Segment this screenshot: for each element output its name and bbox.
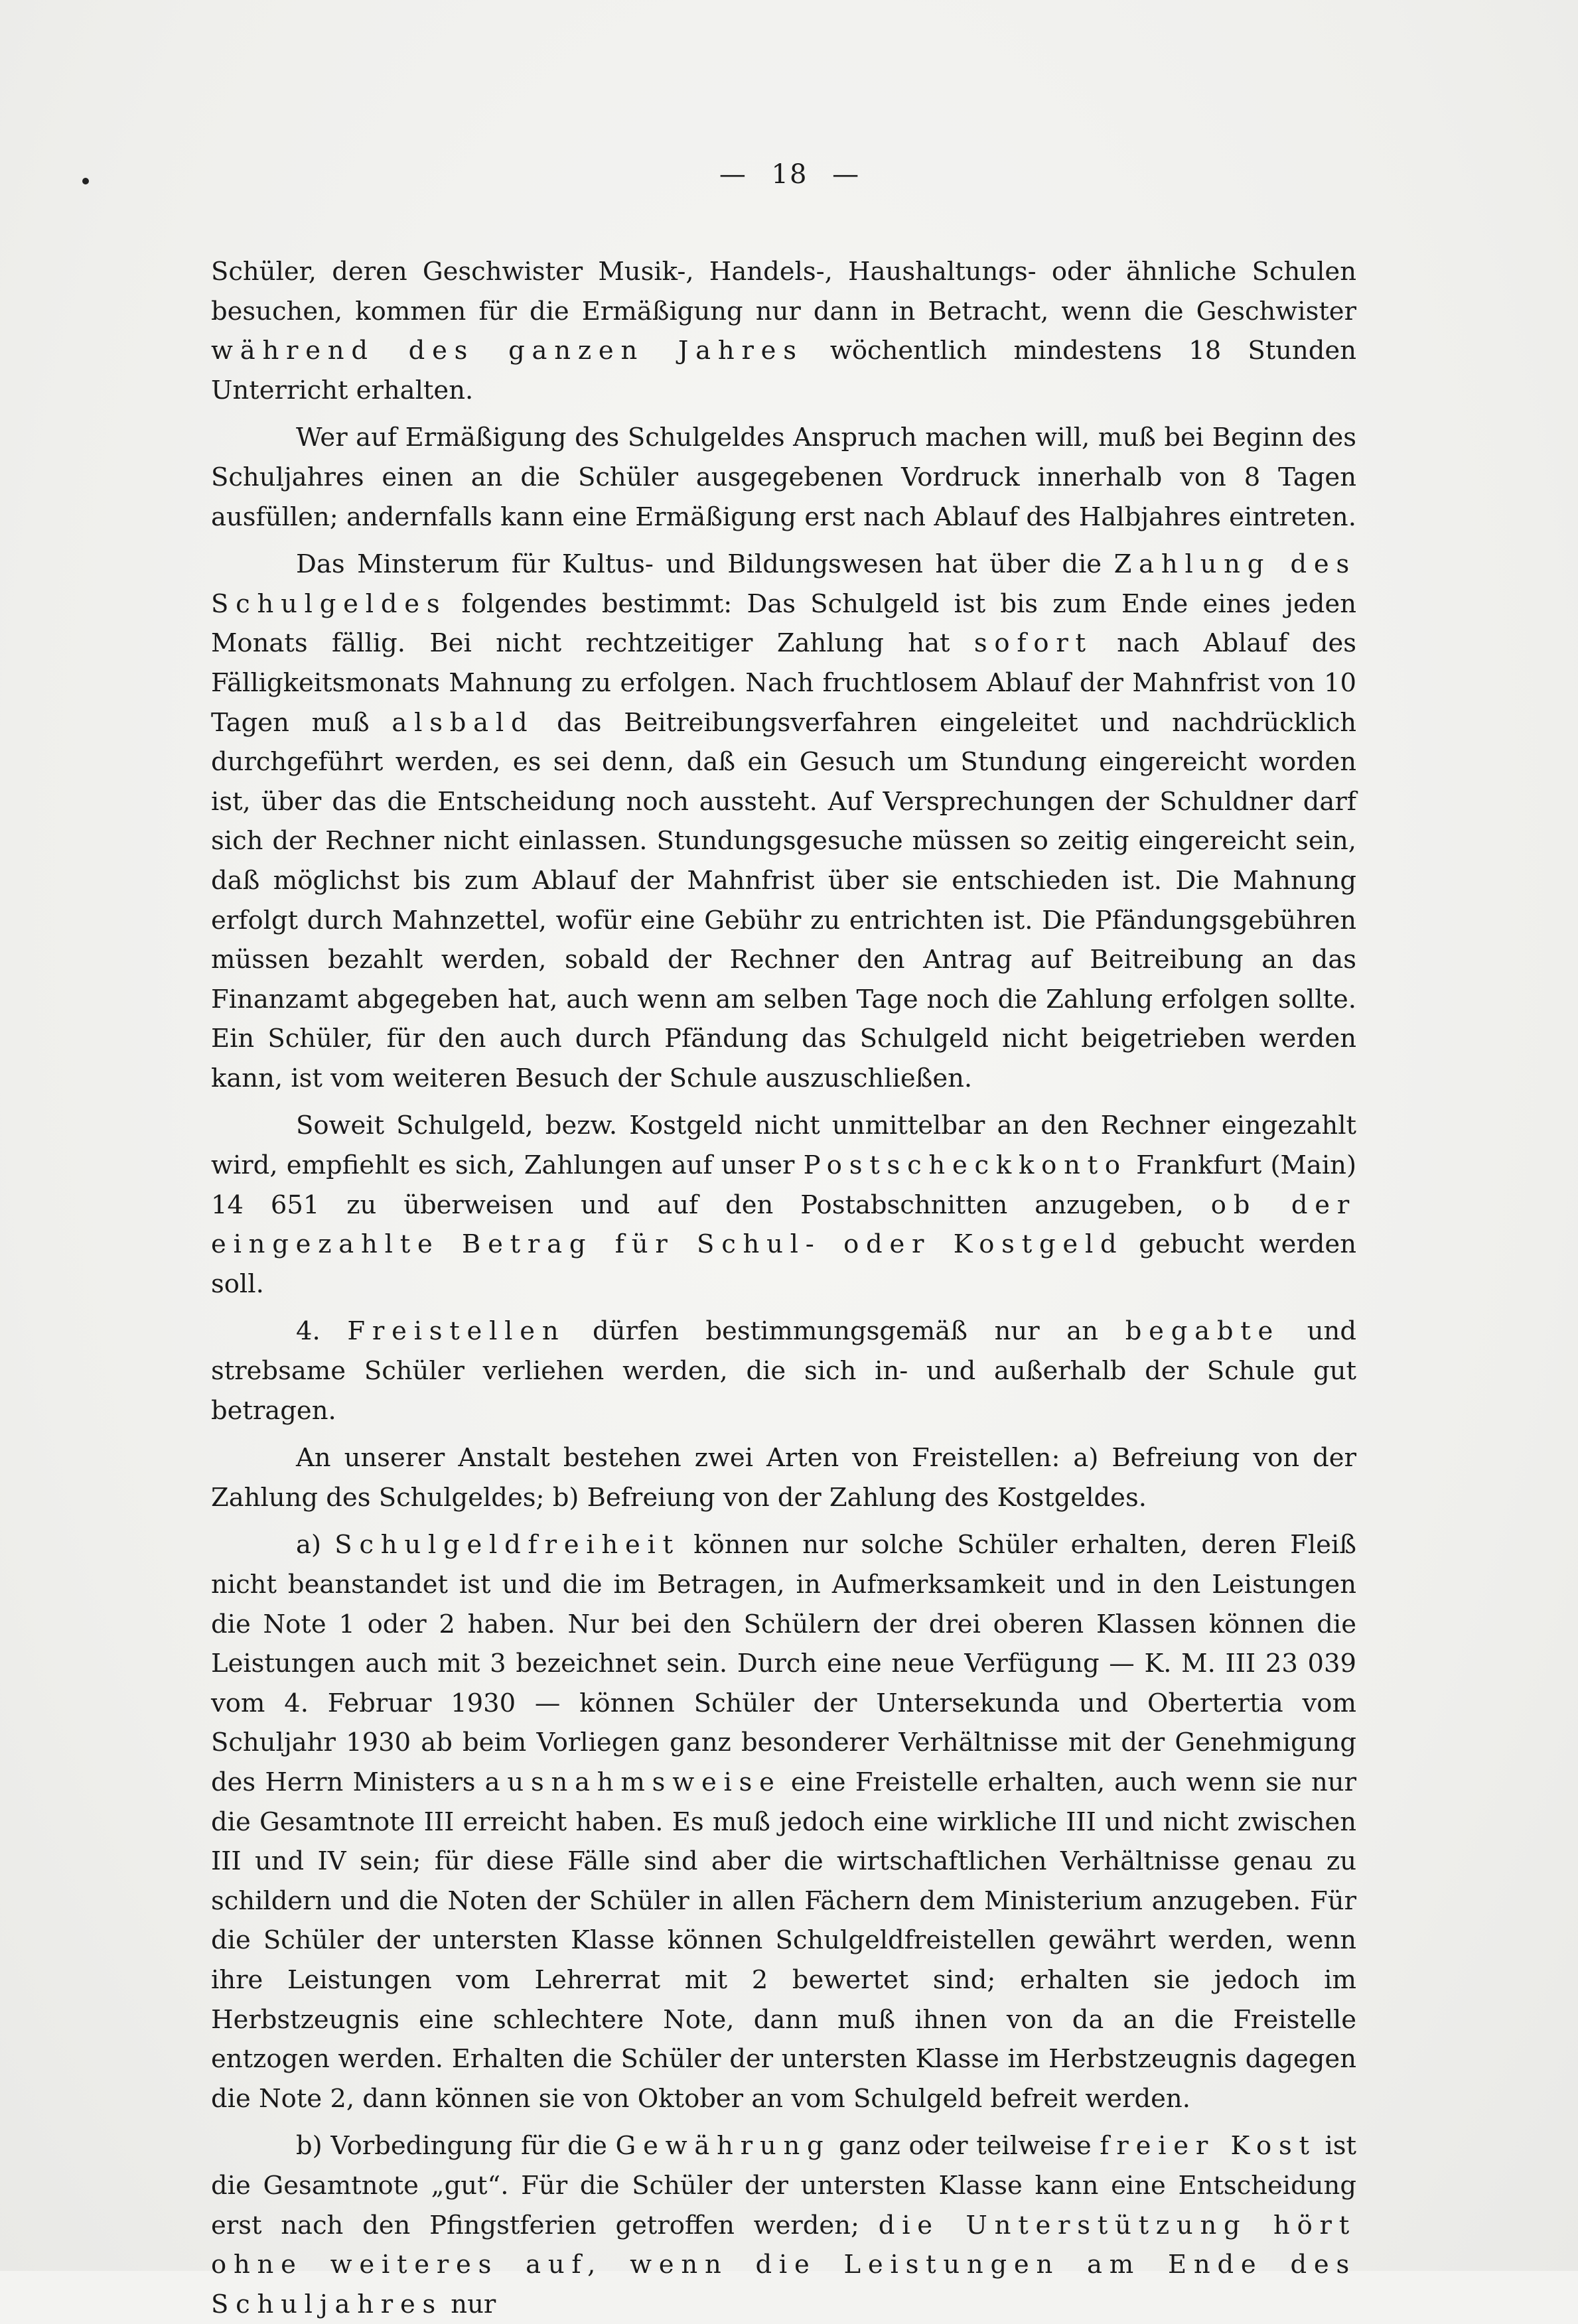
spaced-emphasis-text: begabte: [1125, 1316, 1281, 1347]
paragraph-text: wöchentlich mindestens 18 Stunden Unterricht erhalten.: [211, 336, 1356, 405]
spaced-emphasis-text: alsbald: [392, 707, 535, 738]
paragraph-text: 4.: [296, 1316, 348, 1347]
spaced-emphasis-text: Freistellen: [347, 1316, 566, 1347]
spaced-emphasis-text: Zahlung des Schulgeldes: [211, 549, 1356, 619]
paragraph-text: Wer auf Ermäßigung des Schulgeldes Anspruch machen will, muß bei Beginn des Schuljahres einen an die Schüler ausgegebenen Vordruck innerhalb von 8 Tagen ausfüllen; andernfalls kann eine Ermäßigung erst nach Ablauf des Halbjahres eintreten.: [211, 423, 1356, 532]
paragraph-text: ganz oder teilweise: [830, 2131, 1100, 2161]
paragraph-p4: [211, 1106, 1356, 1304]
page-number: [703, 159, 876, 190]
paragraph-p8: [211, 2126, 1356, 2324]
paragraph-text: a): [296, 1530, 335, 1560]
paragraph-text: und strebsame Schüler verliehen werden, die sich in- und außerhalb der Schule gut betragen.: [211, 1316, 1356, 1426]
spaced-emphasis-text: sofort: [973, 628, 1093, 659]
paragraph-p1: [211, 252, 1356, 410]
paragraph-text: nach Ablauf des Fälligkeitsmonats Mahnung zu erfolgen. Nach fruchtlosem Ablauf der Mahnfrist von 10 Tagen muß: [211, 628, 1356, 738]
paragraph-text: b) Vorbedingung für die: [296, 2131, 616, 2161]
paragraph-p3: [211, 545, 1356, 1098]
spaced-emphasis-text: freier Kost: [1100, 2131, 1317, 2161]
paragraph-p6: [211, 1438, 1356, 1517]
paragraph-text: An unserer Anstalt bestehen zwei Arten von Freistellen: a) Befreiung von der Zahlung des Schulgeldes; b) Befreiung von der Zahlung des Kostgeldes.: [211, 1443, 1356, 1513]
margin-dot: [82, 178, 89, 184]
spaced-emphasis-text: ausnahmsweise: [484, 1767, 782, 1797]
page-number-value: 18: [771, 159, 808, 190]
paragraph-text: dürfen bestimmungsgemäß nur an: [565, 1316, 1125, 1347]
paragraph-p7: [211, 1525, 1356, 2118]
paragraph-text: eine Freistelle erhalten, auch wenn sie nur die Gesamtnote III erreicht haben. Es muß jedoch eine wirkliche III und nicht zwischen III und IV sein; für diese Fälle sind aber die wirtschaftlichen Verhältnisse genau zu schildern und die Noten der Schüler in allen Fächern dem Ministerium anzugeben. Für die Schüler der untersten Klasse können Schulgeldfreistellen gewährt werden, wenn ihre Leistungen vom Lehrerrat mit 2 bewertet sind; erhalten sie jedoch im Herbstzeugnis eine schlechtere Note, dann muß ihnen von da an die Freistelle entzogen werden. Erhalten die Schüler der untersten Klasse im Herbstzeugnis dagegen die Note 2, dann können sie von Oktober an vom Schulgeld befreit werden.: [211, 1767, 1356, 2114]
paragraph-text: können nur solche Schüler erhalten, deren Fleiß nicht beanstandet ist und die im Betragen, in Aufmerksamkeit und in den Leistungen die Note 1 oder 2 haben. Nur bei den Schülern der drei oberen Klassen können die Leistungen auch mit 3 bezeichnet sein. Durch eine neue Verfügung — K. M. III 23 039 vom 4. Februar 1930 — können Schüler der Untersekunda und Obertertia vom Schuljahr 1930 ab beim Vorliegen ganz besonderer Verhältnisse mit der Genehmigung des Herrn Ministers: [211, 1530, 1356, 1797]
paragraph-p2: [211, 418, 1356, 537]
spaced-emphasis-text: die Unterstützung hört ohne weiteres auf, wenn die Leistungen am Ende des Schuljahres: [211, 2210, 1356, 2319]
paragraph-p5: [211, 1312, 1356, 1430]
spaced-emphasis-text: Schulgeldfreiheit: [334, 1530, 680, 1560]
paragraph-text: das Beitreibungsverfahren eingeleitet und nachdrücklich durchgeführt werden, es sei denn, daß ein Gesuch um Stundung eingereicht worden ist, über das die Entscheidung noch aussteht. Auf Versprechungen der Schuldner darf sich der Rechner nicht einlassen. Stundungsgesuche müssen so zeitig eingereicht sein, daß möglichst bis zum Ablauf der Mahnfrist über sie entschieden ist. Die Mahnung erfolgt durch Mahnzettel, wofür eine Gebühr zu entrichten ist. Die Pfändungsgebühren müssen bezahlt werden, sobald der Rechner den Antrag auf Beitreibung an das Finanzamt abgegeben hat, auch wenn am selben Tage noch die Zahlung erfolgen sollte. Ein Schüler, für den auch durch Pfändung das Schulgeld nicht beigetrieben werden kann, ist vom weiteren Besuch der Schule auszuschließen.: [211, 707, 1356, 1093]
paragraph-text: ist die Gesamtnote „gut“. Für die Schüler der untersten Klasse kann eine Entscheidung erst nach den Pfingstferien getroffen werden;: [211, 2131, 1356, 2240]
body-text: [211, 252, 1356, 2324]
paragraph-text: Schüler, deren Geschwister Musik-, Handels-, Haushaltungs- oder ähnliche Schulen besuchen, kommen für die Ermäßigung nur dann in Betracht, wenn die Geschwister: [211, 257, 1356, 326]
spaced-emphasis-text: während des ganzen Jahres: [211, 336, 804, 366]
paragraph-text: gebucht werden soll.: [211, 1229, 1357, 1299]
spaced-emphasis-text: Gewährung: [615, 2131, 831, 2161]
page-number-dash-right: —: [832, 159, 861, 190]
paragraph-text: nur: [443, 2289, 496, 2319]
spaced-emphasis-text: Postscheckkonto: [803, 1150, 1127, 1181]
paragraph-text: folgendes bestimmt: Das Schulgeld ist bis zum Ende eines jeden Monats fällig. Bei nicht rechtzeitiger Zahlung hat: [211, 588, 1356, 659]
page-number-dash-left: —: [719, 159, 747, 190]
paragraph-text: Soweit Schulgeld, bezw. Kostgeld nicht unmittelbar an den Rechner eingezahlt wird, empfiehlt es sich, Zahlungen auf unser: [211, 1111, 1356, 1181]
paragraph-text: Das Minsterum für Kultus- und Bildungswesen hat über die: [296, 549, 1114, 580]
spaced-emphasis-text: ob der eingezahlte Betrag für Schul- oder Kostgeld: [211, 1190, 1356, 1260]
paragraph-text: Frankfurt (Main) 14 651 zu überweisen und auf den Postabschnitten anzugeben,: [211, 1150, 1356, 1220]
